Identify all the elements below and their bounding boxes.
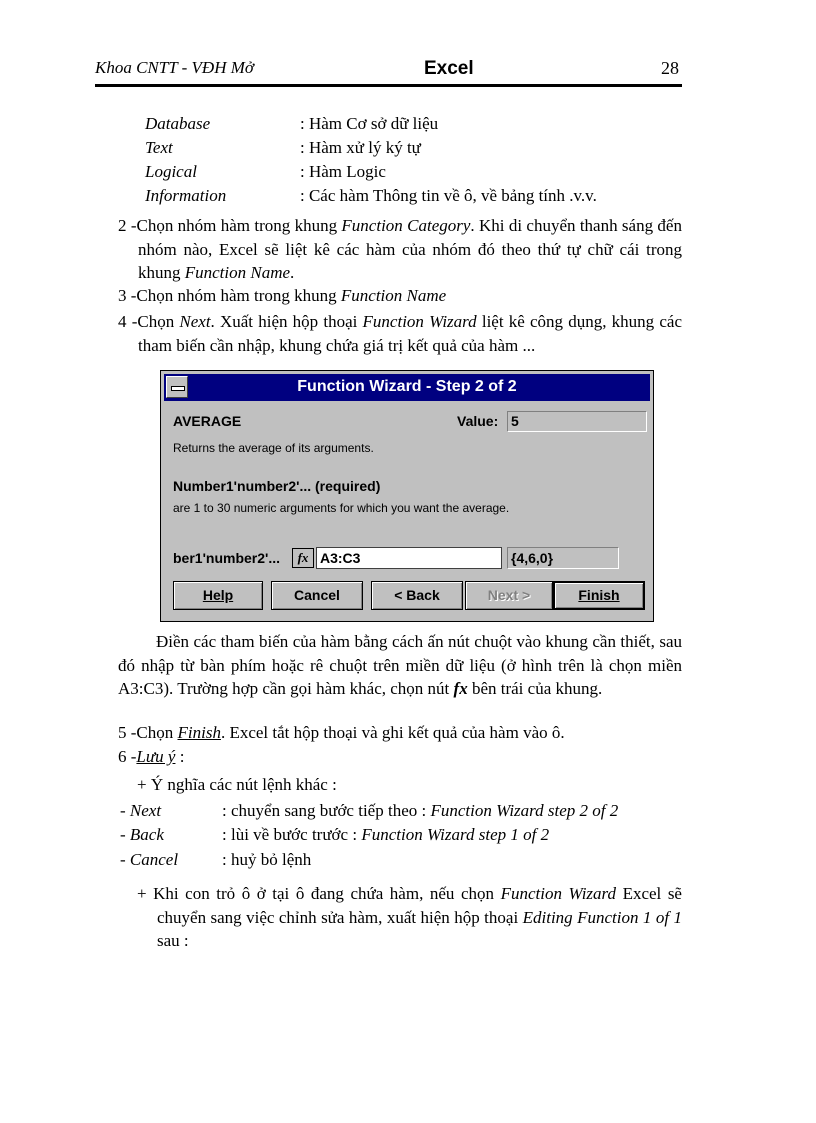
fx-icon[interactable]: fx [292, 548, 314, 568]
finish-button[interactable] [553, 581, 645, 610]
help-button[interactable] [173, 581, 263, 610]
step-5 [118, 723, 565, 743]
dialog-title-bar[interactable] [164, 374, 650, 401]
note-2-em2: Editing Function 1 of 1 [522, 907, 682, 927]
function-wizard-dialog [160, 370, 654, 622]
step-5-prefix: 5 -Chọn [118, 723, 178, 742]
step-6-prefix: 6 - [118, 747, 137, 766]
step-6-em: Lưu ý [136, 747, 176, 766]
dialog-title: Function Wizard - Step 2 of 2 [297, 378, 517, 395]
function-name: AVERAGE [173, 413, 242, 429]
instruction-text: Điền các tham biến của hàm bằng cách ấn nút chuột vào khung cần thiết, sau đó nhập từ bàn phím hoặc rê chuột trên miền dữ liệu (ở hình trên là chọn miền A3:C3). Trường hợp cần gọi hàm khác, chọn nút [118, 632, 682, 698]
button-meaning-desc [222, 825, 549, 845]
step-6-suffix: : [175, 747, 185, 766]
category-name: Text [145, 138, 173, 157]
note-2-mid: Excel sẽ chuyển sang việc chỉnh sửa hàm, xuất hiện hộp thoại [157, 884, 682, 927]
category-desc: : Hàm xử lý ký tự [300, 138, 421, 157]
back-button[interactable]: < Back [371, 581, 463, 610]
note-2-em1: Function Wizard [500, 884, 617, 903]
help-label: Help [202, 587, 234, 603]
category-desc: : Hàm Logic [300, 162, 386, 181]
category-name: Logical [145, 162, 197, 181]
argument-result: {4,6,0} [507, 547, 619, 569]
step-3-prefix: 3 -Chọn nhóm hàm trong khung [118, 286, 341, 305]
step-4-em2: Function Wizard [362, 312, 477, 331]
step-4-suffix: liệt kê công dụng, khung các tham biến cần nhập, khung chứa giá trị kết quả của hàm ... [138, 312, 682, 355]
step-4-em1: Next [179, 312, 211, 331]
button-meaning-name: - Back [120, 825, 164, 844]
step-2 [118, 214, 682, 285]
category-name: Database [145, 114, 211, 133]
step-5-suffix: . Excel tắt hộp thoại và ghi kết quả của hàm vào ô. [220, 723, 565, 742]
button-meaning-name: - Next [120, 801, 162, 820]
note-2 [137, 882, 682, 953]
step-2-em2: Function Name [184, 263, 291, 282]
button-meaning-desc-em: Function Wizard step 2 of 2 [430, 801, 619, 820]
button-meaning-desc-prefix: : lùi về bước trước : [222, 825, 362, 844]
header-title: Excel [424, 58, 474, 79]
step-6 [118, 747, 184, 767]
header-left: Khoa CNTT - VĐH Mở [95, 58, 254, 77]
button-meaning-name: - Cancel [120, 850, 179, 869]
next-button[interactable]: Next > [465, 581, 553, 610]
button-meaning-desc-em: Function Wizard step 1 of 2 [361, 825, 550, 844]
fx-symbol: fx [453, 679, 468, 698]
step-2-mid: . Khi di chuyển thanh sáng đến nhóm nào, Excel sẽ liệt kê các hàm của nhóm đó theo thứ tự chữ cái trong khung [138, 216, 682, 282]
function-description: Returns the average of its arguments. [173, 441, 374, 455]
page-number: 28 [661, 58, 679, 78]
category-desc: : Hàm Cơ sở dữ liệu [300, 114, 439, 133]
argument-label: ber1'number2'... [173, 550, 281, 566]
value-field: 5 [507, 411, 647, 432]
button-meaning-desc-prefix: : huỷ bỏ lệnh [222, 850, 312, 869]
note-2-suffix: sau : [157, 931, 189, 950]
category-desc: : Các hàm Thông tin về ô, về bảng tính .v.v. [300, 186, 597, 205]
step-2-prefix: 2 -Chọn nhóm hàm trong khung [118, 216, 342, 235]
step-4-mid: . Xuất hiện hộp thoại [210, 312, 363, 331]
argument-description: are 1 to 30 numeric arguments for which you want the average. [173, 501, 510, 515]
argument-title: Number1'number2'... (required) [173, 478, 381, 494]
button-meaning-desc [222, 801, 618, 821]
step-2-em1: Function Category [341, 216, 471, 235]
step-4 [118, 310, 682, 357]
value-label: Value: [457, 413, 499, 429]
instruction-paragraph [118, 630, 682, 701]
step-3-em: Function Name [340, 286, 447, 305]
category-name: Information [145, 186, 227, 205]
cancel-button[interactable]: Cancel [271, 581, 363, 610]
button-meaning-desc [222, 850, 311, 870]
finish-label: Finish [578, 587, 620, 603]
instruction-text-end: bên trái của khung. [467, 679, 603, 698]
argument-input[interactable]: A3:C3 [316, 547, 502, 569]
step-2-suffix: . [290, 263, 295, 282]
step-3 [118, 286, 446, 306]
header-rule [95, 84, 682, 87]
button-meaning-desc-prefix: : chuyển sang bước tiếp theo : [222, 801, 431, 820]
step-5-em: Finish [177, 723, 221, 742]
note-2-prefix: + Khi con trỏ ô ở tại ô đang chứa hàm, nếu chọn [137, 884, 501, 903]
step-4-prefix: 4 -Chọn [118, 312, 180, 331]
note-1: + Ý nghĩa các nút lệnh khác : [137, 775, 337, 794]
